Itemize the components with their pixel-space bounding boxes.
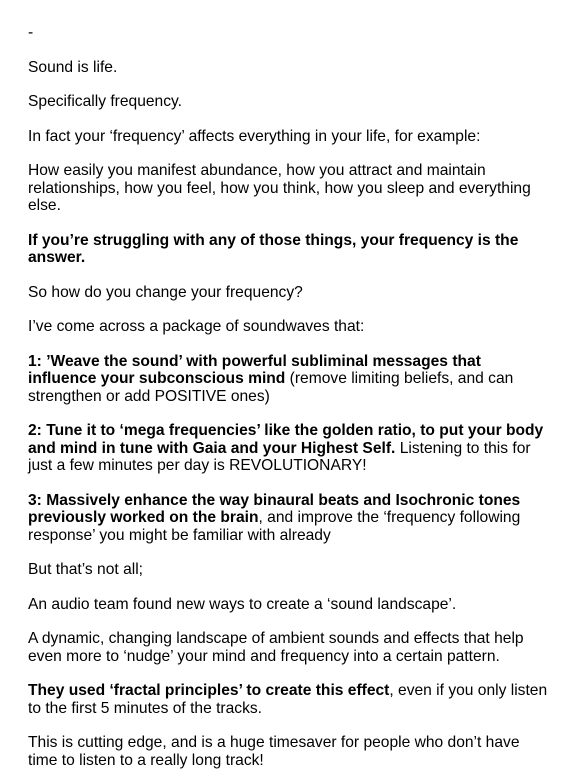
point-2-bold: 2: Tune it to ‘mega frequencies’ like the golden ratio, to put your body and mind in tune with Gaia and your Highest Self. [28,422,544,457]
dash-line: - [28,24,34,41]
paragraph-fractal [28,682,552,717]
paragraph-point-3 [28,492,552,545]
paragraph-package-intro: I’ve come across a package of soundwaves that: [28,318,365,335]
paragraph-sound-is-life: Sound is life. [28,58,118,76]
point-3-rest: , and improve the ‘frequency following response’ you might be familiar with already [28,509,521,544]
point-2-rest: Listening to this for just a few minutes per day is REVOLUTIONARY! [28,439,531,474]
paragraph-manifest-abundance: How easily you manifest abundance, how you attract and maintain relationships, how you feel, how you think, how you sleep and everything else. [28,162,531,214]
fractal-bold: They used ‘fractal principles’ to create this effect [28,682,390,699]
paragraph-how-change: So how do you change your frequency? [28,283,303,301]
bold-struggling-text: If you’re struggling with any of those things, your frequency is the answer. [28,231,519,266]
paragraph-struggling [28,232,552,267]
fractal-rest: , even if you only listen to the first 5 minutes of the tracks. [28,682,548,717]
paragraph-not-all: But that’s not all; [28,561,144,578]
paragraph-specifically-frequency: Specifically frequency. [28,93,182,110]
paragraph-point-1 [28,353,552,406]
point-3-bold: 3: Massively enhance the way binaural beats and Isochronic tones previously worked on the brain [28,491,521,526]
paragraph-point-2 [28,422,552,475]
paragraph-audio-team: An audio team found new ways to create a ‘sound landscape’. [28,595,457,613]
point-1-bold: 1: ’Weave the sound’ with powerful subliminal messages that influence your subconscious mind [28,352,481,387]
paragraph-cutting-edge: This is cutting edge, and is a huge timesaver for people who don’t have time to listen to a really long track! [28,734,520,769]
point-1-rest: (remove limiting beliefs, and can strengthen or add POSITIVE ones) [28,370,514,405]
paragraph-dynamic-landscape: A dynamic, changing landscape of ambient sounds and effects that help even more to ‘nudge’ your mind and frequency into a certain pattern. [28,630,524,665]
paragraph-frequency-affects: In fact your ‘frequency’ affects everything in your life, for example: [28,127,481,145]
